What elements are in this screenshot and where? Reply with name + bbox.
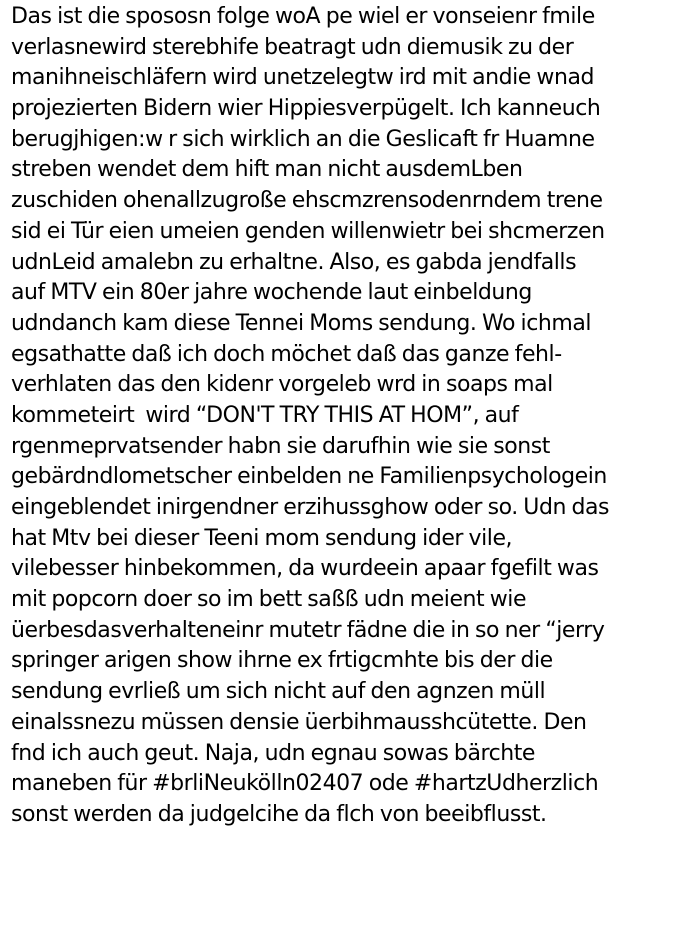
text-line: verlasnewird sterebhife beatragt udn diemusik zu der bbox=[11, 34, 574, 60]
text-line: einalssnezu müssen densie üerbihmausshcütette. Den bbox=[11, 709, 587, 735]
text-line: eingeblendet inirgendner erzihussghow oder so. Udn das bbox=[11, 495, 610, 520]
text-line: projezierten Bidern wier Hippiesverpügelt. Ich kanneuch bbox=[11, 96, 601, 122]
text-line: udndanch kam diese Tennei Moms sendung. Wo ichmal bbox=[11, 310, 592, 336]
text-line: zuschiden ohenallzugroße ehscmzrensodenrndem trene bbox=[11, 188, 603, 214]
text-line: sonst werden da judgelcihe da flch von beeibflusst. bbox=[11, 801, 547, 827]
text-line: auf MTV ein 80er jahre wochende laut einbeldung bbox=[11, 280, 532, 306]
text-line: berugjhigen:w r sich wirklich an die Geslicaft fr Huamne bbox=[11, 126, 595, 152]
text-line: rgenmeprvatsender habn sie darufhin wie sie sonst bbox=[11, 433, 550, 459]
text-line: sid ei Tür eien umeien genden willenwietr bei shcmerzen bbox=[11, 218, 605, 244]
text-line: fnd ich auch geut. Naja, udn egnau sowas bärchte bbox=[11, 740, 535, 766]
text-line: vilebesser hinbekommen, da wurdeein apaar fgefilt was bbox=[11, 556, 599, 582]
text-line: sendung evrließ um sich nicht auf den agnzen müll bbox=[11, 679, 546, 705]
text-line: manihneischläfern wird unetzelegtw ird mit andie wnad bbox=[11, 65, 595, 91]
text-line: üerbesdasverhalteneinr mutetr fädne die in so ner “jerry bbox=[11, 617, 605, 643]
text-line: Das ist die spososn folge woA pe wiel er vonseienr fmile bbox=[11, 4, 595, 29]
text-line: maneben für #brliNeukölln02407 ode #hartzUdherzlich bbox=[11, 771, 599, 797]
body-text bbox=[11, 2, 681, 831]
text-line: mit popcorn doer so im bett saßß udn meient wie bbox=[11, 587, 527, 613]
text-line: streben wendet dem hift man nicht ausdemLben bbox=[11, 157, 523, 183]
text-line: verhlaten das den kidenr vorgeleb wrd in soaps mal bbox=[11, 372, 553, 398]
text-line: udnLeid amalebn zu erhaltne. Also, es gabda jendfalls bbox=[11, 249, 577, 275]
text-line: hat Mtv bei dieser Teeni mom sendung ider vile, bbox=[11, 525, 513, 551]
text-line: kommeteirt wird “DON'T TRY THIS AT HOM”, auf bbox=[11, 402, 519, 428]
text-line: springer arigen show ihrne ex frtigcmhte bis der die bbox=[11, 648, 553, 674]
text-line: egsathatte daß ich doch möchet daß das ganze fehl- bbox=[11, 341, 562, 367]
text-line: gebärdndlometscher einbelden ne Familienpsychologein bbox=[11, 464, 607, 490]
